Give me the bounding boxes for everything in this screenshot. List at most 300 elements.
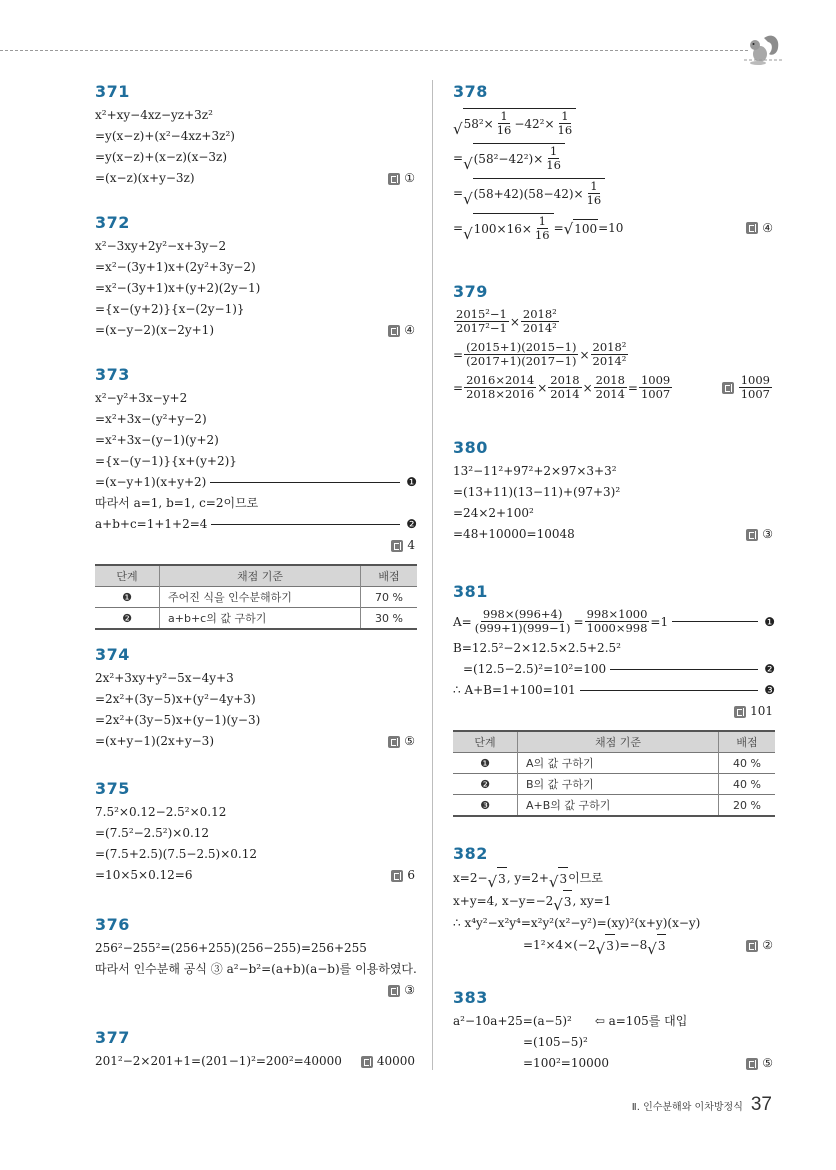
solution-line — [95, 147, 417, 168]
solution-line — [453, 105, 775, 140]
solution-block — [453, 582, 775, 817]
math-text: ① — [404, 171, 415, 185]
table-header: 채점 기준 — [518, 731, 719, 753]
math-text: ④ — [404, 323, 415, 337]
radical-sign-icon: √ — [463, 190, 473, 208]
math-text: , xy=1 — [572, 894, 612, 908]
fraction — [533, 215, 552, 242]
solution-block — [95, 82, 417, 189]
expression — [95, 451, 237, 472]
square-root — [549, 867, 568, 890]
math-text: =1 — [650, 614, 669, 629]
math-text: = — [453, 220, 464, 235]
math-text: x=2− — [453, 871, 488, 885]
math-text: =100²=10000 — [523, 1056, 609, 1070]
solution-line — [453, 140, 775, 175]
solution-block — [95, 779, 417, 886]
math-text: 이므로 — [568, 871, 603, 885]
math-text: = — [453, 185, 464, 200]
answer-icon — [746, 222, 758, 234]
solution-line — [453, 659, 775, 680]
math-text: × — [537, 380, 548, 395]
step-marker: ❶ — [406, 475, 417, 489]
radical-sign-icon: √ — [553, 896, 563, 914]
math-text: A= — [453, 614, 472, 629]
math-text: =2x²+(3y−5)x+(y²−4y+3) — [95, 692, 256, 706]
math-text: 7.5²×0.12−2.5²×0.12 — [95, 805, 227, 819]
math-text: ③ — [762, 527, 773, 541]
fraction-numerator: 1 — [590, 179, 598, 193]
fraction-denominator: 16 — [534, 228, 550, 242]
table-cell: ❷ — [95, 608, 160, 630]
column-divider — [432, 80, 433, 1070]
expression — [95, 236, 226, 257]
math-text: = — [453, 380, 464, 395]
solution-line — [95, 710, 417, 731]
fraction-numerator: 1 — [549, 144, 558, 158]
solution-line — [95, 126, 417, 147]
answer-icon — [746, 529, 758, 541]
answer-value — [762, 524, 773, 545]
table-header: 채점 기준 — [160, 565, 361, 587]
solution-line — [453, 503, 775, 524]
answer-value — [377, 1051, 415, 1072]
square-root — [596, 934, 615, 957]
problem-number: 371 — [95, 82, 130, 101]
radicand — [563, 890, 573, 913]
solution-line — [453, 1011, 775, 1032]
fraction — [521, 308, 559, 335]
table-cell: 40 % — [719, 753, 776, 774]
solution-line — [95, 320, 417, 341]
solution-line — [453, 524, 775, 545]
table-row — [453, 753, 775, 774]
radicand — [657, 934, 667, 957]
table-cell: a+b+c의 값 구하기 — [160, 608, 361, 630]
math-text: ∴ x⁴y²−x²y⁴=x²y²(x²−y²)=(xy)²(x+y)(x−y) — [453, 916, 701, 930]
squirrel-mascot-icon — [742, 30, 782, 70]
math-text: a+b+c=1+1+2=4 — [95, 517, 208, 531]
fraction-numerator: 2016×2014 — [466, 373, 535, 387]
math-text: =(7.5+2.5)(7.5−2.5)×0.12 — [95, 847, 257, 861]
solution-line — [453, 1032, 775, 1053]
answer — [388, 731, 417, 752]
math-text: =x²+3x−(y−1)(y+2) — [95, 433, 219, 447]
math-text: 6 — [407, 868, 415, 882]
solution-line — [453, 461, 775, 482]
expression — [95, 257, 256, 278]
radical-sign-icon: √ — [463, 225, 473, 243]
math-text: =10 — [598, 220, 624, 235]
math-text: =(x−z)(x+y−3z) — [95, 171, 195, 185]
math-text: ④ — [762, 220, 773, 235]
table-header: 배점 — [719, 731, 776, 753]
fraction — [454, 308, 509, 335]
table-cell: A+B의 값 구하기 — [518, 795, 719, 817]
answer-value — [762, 1053, 773, 1074]
expression — [95, 731, 214, 752]
problem-number: 383 — [453, 988, 488, 1007]
expression — [453, 524, 575, 545]
expression — [453, 1011, 687, 1032]
answer — [722, 374, 775, 401]
expression — [95, 802, 226, 823]
math-text: 2x²+3xy+y²−5x−4y+3 — [95, 671, 234, 685]
answer-icon — [388, 985, 400, 997]
answer-icon — [388, 173, 400, 185]
expression — [95, 514, 207, 535]
page-footer — [632, 1094, 772, 1116]
fraction — [464, 341, 578, 368]
radicand — [605, 934, 615, 957]
solution-line — [453, 680, 775, 701]
solution-block — [453, 988, 775, 1074]
math-text: 13²−11²+97²+2×97×3+3² — [453, 464, 617, 478]
math-text: =48+10000=10048 — [453, 527, 575, 541]
expression — [95, 865, 192, 886]
table-cell: ❶ — [95, 587, 160, 608]
expression — [95, 710, 260, 731]
math-text: =x²+3x−(y²+y−2) — [95, 412, 207, 426]
expression — [453, 608, 668, 635]
solution-line — [95, 257, 417, 278]
math-text: =y(x−z)+(x−z)(x−3z) — [95, 150, 228, 164]
expression — [453, 308, 560, 335]
fraction-numerator: 1 — [561, 109, 569, 123]
solution-block — [95, 213, 417, 341]
expression — [95, 689, 256, 710]
fraction-numerator: 1009 — [740, 373, 770, 387]
solution-line — [453, 371, 775, 404]
solution-line — [453, 482, 775, 503]
math-text: =(13+11)(13−11)+(97+3)² — [453, 485, 621, 499]
math-text: 4 — [407, 538, 415, 552]
radical-sign-icon: √ — [548, 873, 559, 891]
chapter-title: Ⅱ. 인수분해와 이차방정식 — [631, 1102, 743, 1113]
expression — [95, 147, 227, 168]
radicand — [463, 108, 577, 137]
expression — [463, 659, 606, 680]
fraction-numerator: 998×(996+4) — [482, 607, 563, 621]
problem-number: 382 — [453, 844, 488, 863]
math-text: ={x−(y+2)}{x−(2y−1)} — [95, 302, 245, 316]
answer — [734, 701, 775, 722]
math-text: ⇦ a=105를 대입 — [571, 1014, 688, 1028]
math-text: (58²−42²)× — [473, 151, 544, 166]
math-text: × — [582, 380, 593, 395]
answer — [388, 168, 417, 189]
fraction-denominator: 1007 — [740, 387, 770, 401]
expression — [453, 867, 603, 890]
solution-line — [453, 338, 775, 371]
radical-sign-icon: √ — [563, 219, 574, 238]
table-cell: 70 % — [361, 587, 418, 608]
fraction-numerator: 2018 — [595, 373, 625, 387]
answer — [388, 980, 417, 1001]
table-row — [95, 587, 417, 608]
solution-line — [95, 514, 417, 535]
answer-value — [738, 374, 773, 401]
table-header: 배점 — [361, 565, 418, 587]
math-text: × — [579, 347, 590, 362]
step-leader-line — [580, 690, 759, 691]
solution-line — [95, 451, 417, 472]
answer — [391, 535, 417, 556]
math-text: 101 — [750, 704, 773, 718]
table-row — [453, 795, 775, 817]
problem-number: 372 — [95, 213, 130, 232]
solution-block — [453, 844, 775, 957]
solution-line — [95, 959, 417, 980]
fraction-denominator: 2014² — [592, 354, 627, 368]
expression — [453, 913, 700, 934]
step-leader-line — [211, 524, 400, 525]
fraction — [464, 374, 536, 401]
table-cell: ❶ — [453, 753, 518, 774]
answer — [388, 320, 417, 341]
math-text: −42²× — [514, 116, 555, 131]
expression — [523, 1053, 609, 1074]
math-text: = — [627, 380, 638, 395]
expression — [453, 213, 623, 242]
step-leader-line — [210, 482, 400, 483]
math-text: 3 — [606, 939, 614, 953]
expression — [95, 472, 206, 493]
fraction — [473, 608, 573, 635]
radicand — [558, 867, 568, 890]
math-text: =2x²+(3y−5)x+(y−1)(y−3) — [95, 713, 261, 727]
math-text: = — [453, 150, 464, 165]
expression — [95, 409, 207, 430]
table-header: 단계 — [95, 565, 160, 587]
problem-number: 378 — [453, 82, 488, 101]
solution-line — [95, 430, 417, 451]
math-text: )=−8 — [614, 938, 648, 952]
step-leader-line — [610, 669, 758, 670]
solution-line — [95, 1051, 417, 1072]
math-text: = — [553, 220, 564, 235]
radicand — [473, 213, 554, 242]
fraction-numerator: 998×1000 — [586, 607, 648, 621]
solution-line — [453, 175, 775, 210]
expression — [95, 823, 209, 844]
fraction-numerator: 1009 — [640, 373, 671, 387]
scoring-table — [95, 564, 417, 630]
solution-line — [95, 802, 417, 823]
step-marker: ❷ — [406, 517, 417, 531]
square-root — [453, 108, 576, 137]
fraction-denominator: 16 — [546, 158, 561, 172]
math-text: 따라서 인수분해 공식 ③ a²−b²=(a+b)(a−b)를 이용하였다. — [95, 962, 417, 976]
math-text: 40000 — [376, 1054, 415, 1068]
problem-number: 380 — [453, 438, 488, 457]
fraction-numerator: 2015²−1 — [456, 307, 507, 321]
answer-value — [750, 701, 773, 722]
solution-line — [95, 668, 417, 689]
problem-number: 374 — [95, 645, 130, 664]
math-text: =(7.5²−2.5²)×0.12 — [95, 826, 210, 840]
math-text: x+y=4, x−y=−2 — [453, 894, 554, 908]
math-text: x²+xy−4xz−yz+3z² — [95, 108, 213, 122]
solution-block — [453, 82, 775, 245]
fraction-numerator: (2015+1)(2015−1) — [466, 340, 577, 354]
math-text: a²−10a+25=(a−5)² — [453, 1014, 572, 1028]
expression — [95, 844, 257, 865]
radical-sign-icon: √ — [463, 155, 473, 173]
fraction — [739, 374, 772, 401]
math-text: =(12.5−2.5)²=10²=100 — [463, 662, 607, 676]
expression — [453, 482, 620, 503]
answer-value — [404, 168, 415, 189]
solution-line — [95, 689, 417, 710]
solution-block — [453, 438, 775, 545]
expression — [95, 168, 195, 189]
table-cell: ❸ — [453, 795, 518, 817]
math-text: =24×2+100² — [453, 506, 534, 520]
table-cell: 40 % — [719, 774, 776, 795]
solution-line — [95, 535, 417, 556]
radicand — [497, 867, 507, 890]
expression — [95, 388, 187, 409]
math-text: 256²−255²=(256+255)(256−255)=256+255 — [95, 941, 367, 955]
math-text: x²−y²+3x−y+2 — [95, 391, 188, 405]
math-text: 58²× — [463, 116, 494, 131]
solution-line — [95, 168, 417, 189]
solution-line — [453, 1053, 775, 1074]
problem-number: 381 — [453, 582, 488, 601]
solution-line — [453, 867, 775, 890]
square-root — [647, 934, 666, 957]
table-cell: ❷ — [453, 774, 518, 795]
math-text: ∴ A+B=1+100=101 — [453, 683, 576, 697]
fraction-denominator: 16 — [586, 193, 602, 207]
scoring-table — [453, 730, 775, 817]
fraction-denominator: (2017+1)(2017−1) — [466, 354, 577, 368]
math-text: 3 — [657, 939, 666, 953]
table-header-row — [453, 731, 775, 753]
fraction-denominator: 1007 — [640, 387, 671, 401]
answer-value — [762, 935, 773, 956]
math-text: ={x−(y−1)}{x+(y+2)} — [95, 454, 237, 468]
expression — [95, 278, 260, 299]
solution-line — [453, 913, 775, 934]
answer — [746, 935, 775, 956]
solution-line — [453, 305, 775, 338]
math-text: =1²×4×(−2 — [523, 938, 596, 952]
expression — [453, 638, 621, 659]
math-text: 100×16× — [473, 221, 532, 236]
expression — [453, 890, 611, 913]
answer-icon — [746, 940, 758, 952]
fraction — [585, 608, 650, 635]
solution-line — [95, 493, 417, 514]
fraction — [591, 341, 629, 368]
step-marker: ❷ — [764, 662, 775, 676]
fraction-denominator: 16 — [496, 123, 512, 137]
expression — [523, 1032, 588, 1053]
header-dashed-rule — [0, 50, 748, 51]
fraction-numerator: 1 — [500, 109, 508, 123]
math-text: =(x−y−2)(x−2y+1) — [95, 323, 214, 337]
expression — [453, 143, 565, 172]
solution-line — [95, 472, 417, 493]
expression — [453, 374, 673, 401]
math-text: =y(x−z)+(x²−4xz+3z²) — [95, 129, 235, 143]
radical-sign-icon: √ — [453, 120, 463, 138]
square-root — [564, 219, 598, 237]
solution-line — [453, 890, 775, 913]
math-text: (58+42)(58−42)× — [473, 186, 584, 201]
fraction-denominator: 2014 — [550, 387, 580, 401]
expression — [95, 126, 235, 147]
math-text: =(x−y+1)(x+y+2) — [95, 475, 207, 489]
solution-line — [95, 865, 417, 886]
answer-icon — [722, 382, 734, 394]
expression — [453, 108, 576, 137]
problem-number: 376 — [95, 915, 130, 934]
expression — [95, 430, 219, 451]
solution-line — [453, 638, 775, 659]
page-number: 37 — [750, 1094, 772, 1115]
fraction-numerator: 1 — [538, 214, 546, 228]
fraction-denominator: 2014 — [595, 387, 625, 401]
answer-value — [404, 320, 415, 341]
math-text: 201²−2×201+1=(201−1)²=200²=40000 — [95, 1054, 342, 1068]
table-header-row — [95, 565, 417, 587]
fraction — [594, 374, 627, 401]
math-text: ⑤ — [762, 1056, 773, 1070]
expression — [453, 461, 617, 482]
table-cell: 주어진 식을 인수분해하기 — [160, 587, 361, 608]
fraction-denominator: 2018×2016 — [466, 387, 535, 401]
answer-value — [404, 980, 415, 1001]
answer-icon — [388, 736, 400, 748]
fraction — [548, 374, 581, 401]
solution-line — [95, 409, 417, 430]
math-text: 100 — [574, 221, 598, 236]
answer — [746, 1053, 775, 1074]
table-cell: B의 값 구하기 — [518, 774, 719, 795]
solution-line — [95, 938, 417, 959]
fraction — [639, 374, 672, 401]
solution-line — [95, 299, 417, 320]
answer — [361, 1051, 417, 1072]
solution-block — [95, 645, 417, 752]
solution-line — [95, 278, 417, 299]
answer-icon — [388, 325, 400, 337]
answer — [391, 865, 417, 886]
solution-line — [95, 105, 417, 126]
table-cell: 20 % — [719, 795, 776, 817]
math-text: =x²−(3y+1)x+(2y²+3y−2) — [95, 260, 256, 274]
solution-line — [95, 844, 417, 865]
expression — [95, 320, 214, 341]
fraction-numerator: 2018² — [522, 307, 557, 321]
fraction-denominator: 1000×998 — [586, 621, 648, 635]
expression — [523, 934, 666, 957]
expression — [95, 105, 213, 126]
square-root — [463, 178, 605, 207]
answer-value — [762, 220, 773, 236]
fraction — [585, 180, 604, 207]
answer — [746, 524, 775, 545]
solution-block — [453, 282, 775, 404]
answer-icon — [391, 870, 403, 882]
fraction — [556, 110, 575, 137]
step-marker: ❶ — [764, 614, 775, 629]
step-marker: ❸ — [764, 683, 775, 697]
solution-line — [453, 605, 775, 638]
